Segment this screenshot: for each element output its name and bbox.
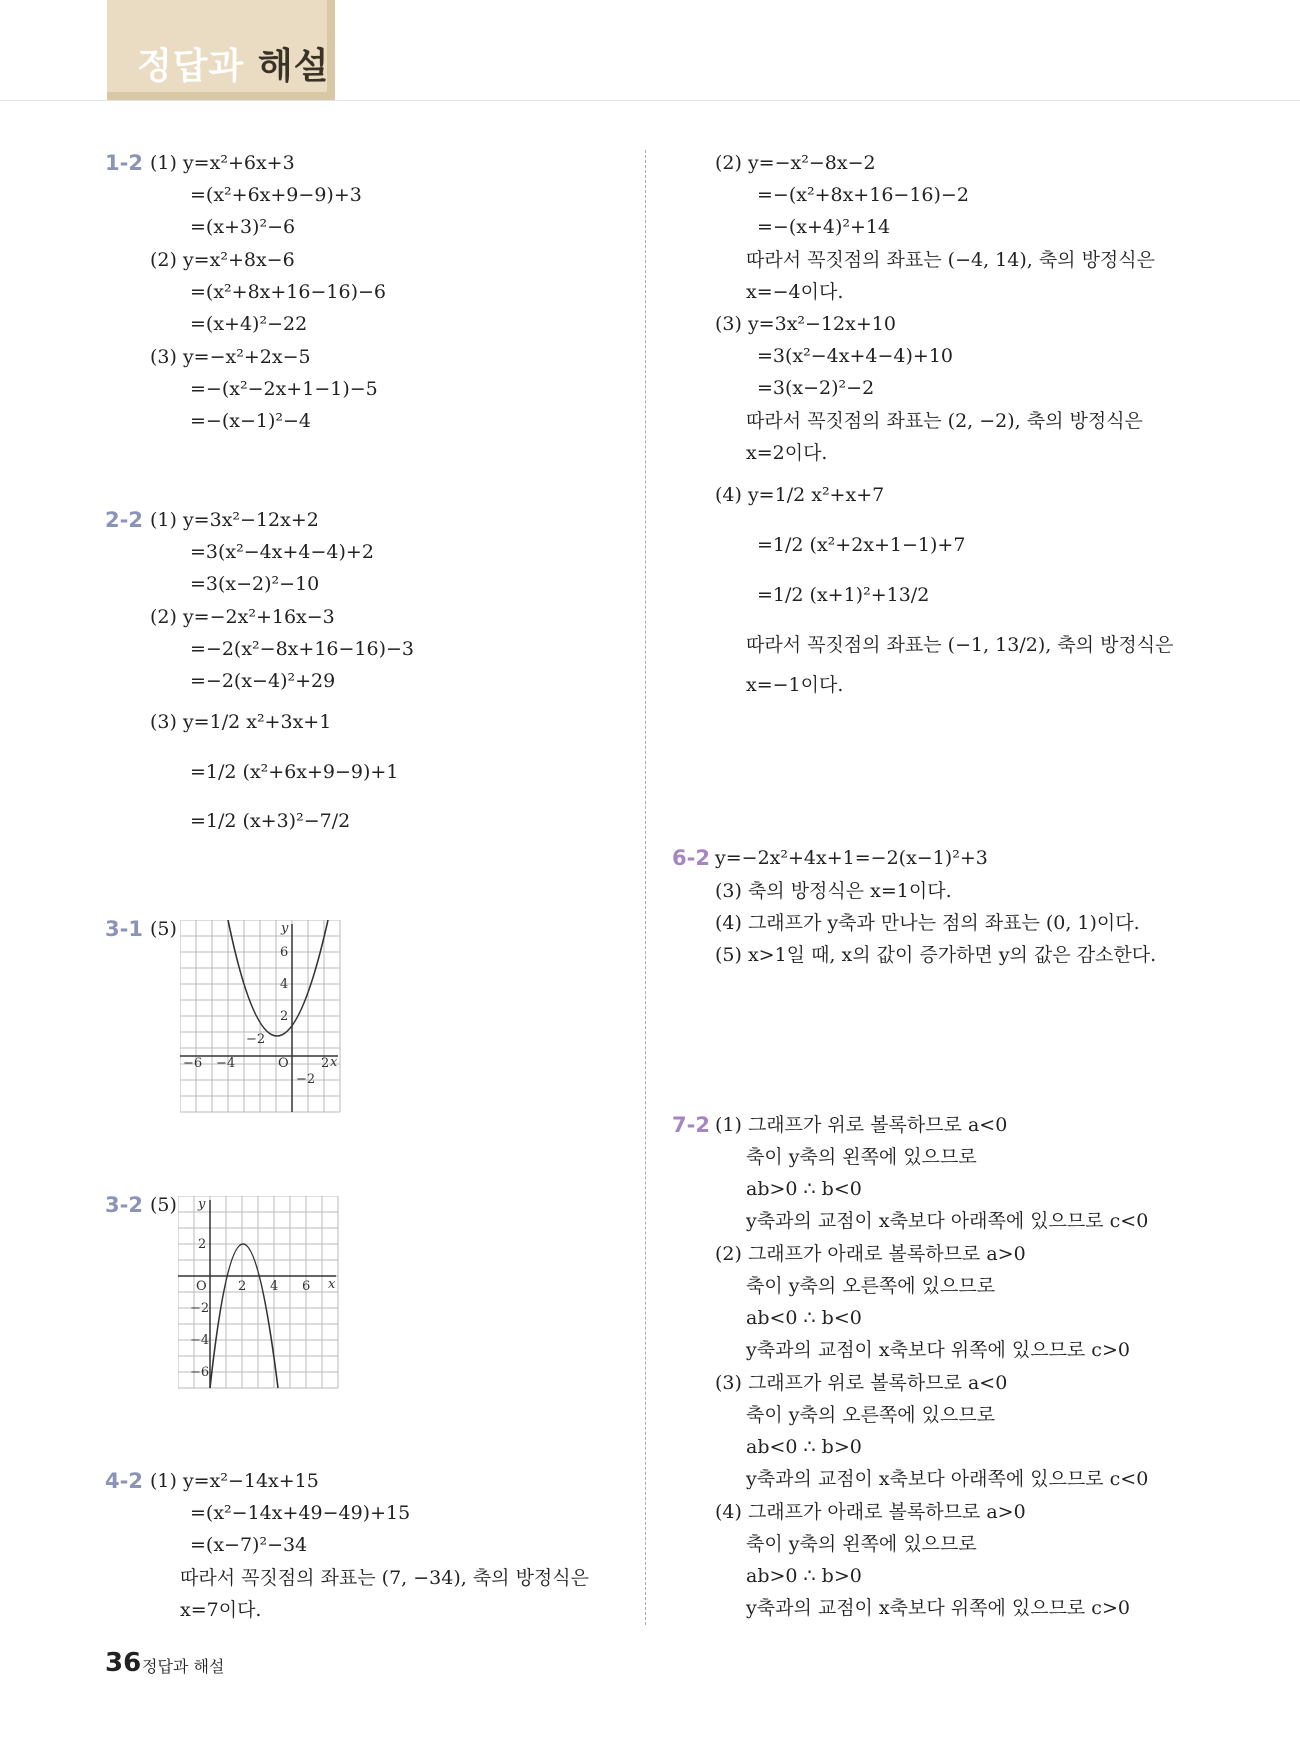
- solution-line: (2) 그래프가 아래로 볼록하므로 a>0: [715, 1243, 1026, 1265]
- solution-line: (1) y=3x²−12x+2: [150, 509, 319, 531]
- axis-label: y: [281, 921, 289, 936]
- tick-label: 4: [280, 977, 289, 992]
- problem-label: 7-2: [672, 1113, 710, 1137]
- solution-line: (5): [150, 1194, 177, 1216]
- solution-line: ab<0 ∴ b>0: [746, 1436, 862, 1458]
- solution-line: (3) 축의 방정식은 x=1이다.: [715, 880, 952, 902]
- solution-line: 따라서 꼭짓점의 좌표는 (−4, 14), 축의 방정식은: [746, 249, 1155, 271]
- footer-text: 정답과 해설: [142, 1657, 225, 1676]
- solution-line: =(x−7)²−34: [190, 1534, 308, 1556]
- solution-line: =−(x²−2x+1−1)−5: [190, 378, 378, 400]
- graph-3-1: [180, 920, 342, 1115]
- header-title-part2: 해설: [257, 46, 330, 87]
- solution-line: (3) 그래프가 위로 볼록하므로 a<0: [715, 1372, 1008, 1394]
- solution-line: =(x²−14x+49−49)+15: [190, 1502, 411, 1524]
- solution-line: 축이 y축의 왼쪽에 있으므로: [746, 1533, 977, 1555]
- solution-line: =−2(x²−8x+16−16)−3: [190, 638, 415, 660]
- solution-line: (2) y=−x²−8x−2: [715, 152, 876, 174]
- parabola-curve: [228, 920, 328, 1036]
- tick-label: 4: [270, 1279, 279, 1294]
- tick-label: 2: [321, 1056, 330, 1071]
- solution-line: (1) 그래프가 위로 볼록하므로 a<0: [715, 1114, 1008, 1136]
- tick-label: −6: [190, 1365, 210, 1380]
- header-title: [137, 38, 329, 89]
- solution-line: (3) y=1/2 x²+3x+1: [150, 711, 332, 733]
- tick-label: 6: [302, 1279, 311, 1294]
- solution-line: =(x²+8x+16−16)−6: [190, 281, 387, 303]
- solution-line: 따라서 꼭짓점의 좌표는 (7, −34), 축의 방정식은: [180, 1567, 589, 1589]
- solution-line: =(x+4)²−22: [190, 313, 308, 335]
- solution-line: y=−2x²+4x+1=−2(x−1)²+3: [715, 847, 988, 869]
- solution-line: =−(x−1)²−4: [190, 410, 312, 432]
- axis-label: y: [198, 1197, 206, 1212]
- solution-line: (1) y=x²−14x+15: [150, 1470, 319, 1492]
- origin-label: O: [278, 1056, 289, 1071]
- solution-line: 축이 y축의 오른쪽에 있으므로: [746, 1404, 996, 1426]
- solution-line: (3) y=3x²−12x+10: [715, 313, 896, 335]
- solution-line: y축과의 교점이 x축보다 위쪽에 있으므로 c>0: [746, 1597, 1130, 1619]
- page-number: 36: [105, 1648, 142, 1678]
- solution-line: =(x+3)²−6: [190, 216, 296, 238]
- solution-line: =1/2 (x²+2x+1−1)+7: [757, 534, 966, 556]
- problem-label: 3-2: [105, 1193, 143, 1217]
- solution-line: =1/2 (x²+6x+9−9)+1: [190, 761, 399, 783]
- solution-line: x=−1이다.: [746, 674, 844, 696]
- header-tab: [107, 0, 335, 100]
- solution-line: (2) y=−2x²+16x−3: [150, 606, 335, 628]
- solution-line: =3(x²−4x+4−4)+10: [757, 345, 954, 367]
- solution-line: (4) 그래프가 y축과 만나는 점의 좌표는 (0, 1)이다.: [715, 912, 1140, 934]
- solution-line: (4) y=1/2 x²+x+7: [715, 484, 885, 506]
- tick-label: 2: [280, 1009, 289, 1024]
- solution-line: ab>0 ∴ b>0: [746, 1565, 862, 1587]
- solution-line: x=7이다.: [180, 1599, 262, 1621]
- solution-line: y축과의 교점이 x축보다 아래쪽에 있으므로 c<0: [746, 1210, 1149, 1232]
- solution-line: =(x²+6x+9−9)+3: [190, 184, 362, 206]
- solution-line: =1/2 (x+3)²−7/2: [190, 810, 351, 832]
- tick-label: −4: [216, 1056, 236, 1071]
- solution-line: (2) y=x²+8x−6: [150, 249, 295, 271]
- solution-line: 축이 y축의 왼쪽에 있으므로: [746, 1146, 977, 1168]
- tick-label: 2: [198, 1237, 207, 1252]
- tick-label: −6: [183, 1056, 203, 1071]
- solution-line: (5): [150, 918, 177, 940]
- header-rule: [0, 100, 1300, 101]
- solution-line: =1/2 (x+1)²+13/2: [757, 584, 930, 606]
- solution-line: =−(x+4)²+14: [757, 216, 891, 238]
- problem-label: 1-2: [105, 151, 143, 175]
- solution-line: =−2(x−4)²+29: [190, 670, 336, 692]
- solution-line: (1) y=x²+6x+3: [150, 152, 295, 174]
- tick-label: −4: [190, 1333, 210, 1348]
- solution-line: x=−4이다.: [746, 281, 844, 303]
- problem-label: 2-2: [105, 508, 143, 532]
- solution-line: =−(x²+8x+16−16)−2: [757, 184, 969, 206]
- solution-line: 따라서 꼭짓점의 좌표는 (−1, 13/2), 축의 방정식은: [746, 634, 1174, 656]
- tick-label: 2: [238, 1279, 247, 1294]
- solution-line: (4) 그래프가 아래로 볼록하므로 a>0: [715, 1501, 1026, 1523]
- solution-line: ab<0 ∴ b<0: [746, 1307, 862, 1329]
- origin-label: O: [196, 1279, 207, 1294]
- axis-label: x: [328, 1277, 336, 1292]
- tick-label: −2: [296, 1072, 316, 1087]
- solution-line: ab>0 ∴ b<0: [746, 1178, 862, 1200]
- solution-line: (3) y=−x²+2x−5: [150, 346, 311, 368]
- tick-label: −2: [190, 1301, 210, 1316]
- solution-line: y축과의 교점이 x축보다 아래쪽에 있으므로 c<0: [746, 1468, 1149, 1490]
- axis-label: x: [330, 1055, 338, 1070]
- solution-line: 따라서 꼭짓점의 좌표는 (2, −2), 축의 방정식은: [746, 410, 1143, 432]
- problem-label: 4-2: [105, 1469, 143, 1493]
- parabola-curve: [210, 1244, 278, 1388]
- tick-label: 6: [280, 945, 289, 960]
- header-title-part1: 정답과: [137, 46, 245, 87]
- problem-label: 6-2: [672, 846, 710, 870]
- solution-line: =3(x−2)²−2: [757, 377, 875, 399]
- solution-line: =3(x²−4x+4−4)+2: [190, 541, 374, 563]
- solution-line: =3(x−2)²−10: [190, 573, 320, 595]
- solution-line: (5) x>1일 때, x의 값이 증가하면 y의 값은 감소한다.: [715, 944, 1157, 966]
- graph-3-2: [178, 1196, 342, 1391]
- solution-line: 축이 y축의 오른쪽에 있으므로: [746, 1275, 996, 1297]
- solution-line: x=2이다.: [746, 442, 828, 464]
- tick-label: −2: [246, 1032, 266, 1047]
- problem-label: 3-1: [105, 917, 143, 941]
- grid: [180, 920, 340, 1112]
- solution-line: y축과의 교점이 x축보다 위쪽에 있으므로 c>0: [746, 1339, 1130, 1361]
- column-divider: [645, 150, 646, 1625]
